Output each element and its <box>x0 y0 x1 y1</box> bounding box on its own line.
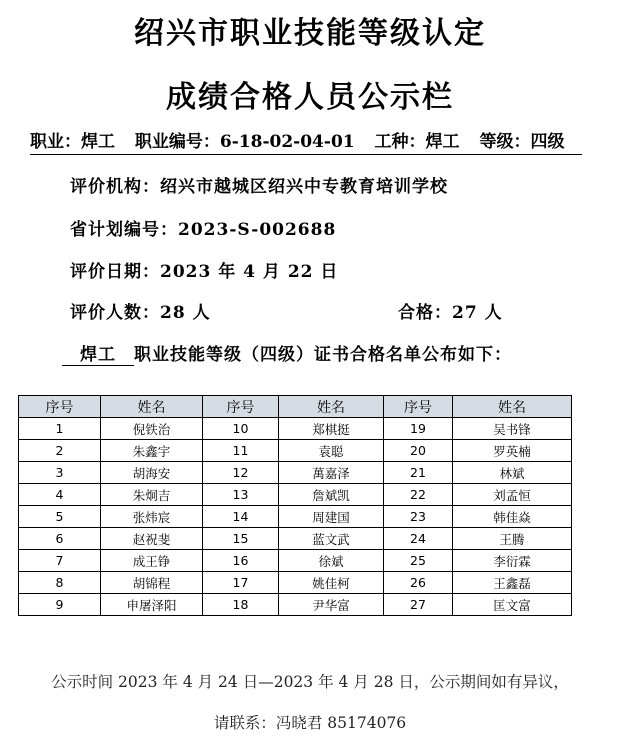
header-name: 姓名 <box>101 396 203 418</box>
announce-text: 职业技能等级（四级）证书合格名单公布如下： <box>134 345 512 365</box>
table-row <box>19 594 572 616</box>
occupation-code: 职业编号：6-18-02-04-01 <box>134 132 355 152</box>
cell-index: 16 <box>203 550 279 572</box>
cell-index: 27 <box>384 594 453 616</box>
announcement <box>62 340 512 366</box>
cell-name: 匡文富 <box>453 594 572 616</box>
header-name: 姓名 <box>453 396 572 418</box>
cell-name: 袁聪 <box>279 440 384 462</box>
table-row <box>19 550 572 572</box>
cell-index: 2 <box>19 440 101 462</box>
table-row <box>19 506 572 528</box>
cell-name: 郑棋挺 <box>279 418 384 440</box>
table-row <box>19 440 572 462</box>
cell-name: 朱炯吉 <box>101 484 203 506</box>
cell-name: 尹华富 <box>279 594 384 616</box>
passed-list-table <box>18 395 572 616</box>
cell-index: 15 <box>203 528 279 550</box>
cell-name: 申屠泽阳 <box>101 594 203 616</box>
cell-name: 蓝文武 <box>279 528 384 550</box>
cell-name: 林斌 <box>453 462 572 484</box>
table-row <box>19 462 572 484</box>
cell-name: 吴书锋 <box>453 418 572 440</box>
table-header <box>19 396 572 418</box>
cell-name: 王腾 <box>453 528 572 550</box>
level: 等级：四级 <box>479 132 565 152</box>
header-name: 姓名 <box>279 396 384 418</box>
cell-index: 18 <box>203 594 279 616</box>
cell-index: 7 <box>19 550 101 572</box>
table-row <box>19 418 572 440</box>
cell-name: 李衍霖 <box>453 550 572 572</box>
cell-index: 12 <box>203 462 279 484</box>
cell-name: 王鑫磊 <box>453 572 572 594</box>
institution: 评价机构：绍兴市越城区绍兴中专教育培训学校 <box>70 177 448 197</box>
cell-index: 11 <box>203 440 279 462</box>
cell-index: 6 <box>19 528 101 550</box>
cell-index: 10 <box>203 418 279 440</box>
cell-name: 徐斌 <box>279 550 384 572</box>
cell-index: 1 <box>19 418 101 440</box>
header-index: 序号 <box>203 396 279 418</box>
cell-name: 胡海安 <box>101 462 203 484</box>
cell-index: 25 <box>384 550 453 572</box>
cell-index: 9 <box>19 594 101 616</box>
announce-trade: 焊工 <box>62 340 134 366</box>
plan-number: 省计划编号：2023-S-002688 <box>70 220 337 240</box>
cell-name: 张炜宸 <box>101 506 203 528</box>
cell-name: 詹斌凯 <box>279 484 384 506</box>
cell-name: 成王铮 <box>101 550 203 572</box>
table-row <box>19 572 572 594</box>
header-index: 序号 <box>19 396 101 418</box>
table-row <box>19 484 572 506</box>
cell-index: 23 <box>384 506 453 528</box>
evaluated-count: 评价人数：28 人 <box>70 303 211 323</box>
notice-period: 公示时间 2023 年 4 月 24 日—2023 年 4 月 28 日，公示期间如有异议， <box>51 673 569 691</box>
occupation: 职业：焊工 <box>30 132 115 152</box>
cell-index: 17 <box>203 572 279 594</box>
cell-index: 24 <box>384 528 453 550</box>
cell-name: 赵祝斐 <box>101 528 203 550</box>
cell-index: 13 <box>203 484 279 506</box>
cell-index: 26 <box>384 572 453 594</box>
cell-index: 20 <box>384 440 453 462</box>
cell-index: 5 <box>19 506 101 528</box>
header-index: 序号 <box>384 396 453 418</box>
cell-index: 14 <box>203 506 279 528</box>
cell-index: 3 <box>19 462 101 484</box>
occupation-line <box>30 130 582 155</box>
table-row <box>19 528 572 550</box>
cell-name: 韩佳焱 <box>453 506 572 528</box>
cell-index: 8 <box>19 572 101 594</box>
page-subtitle: 成绩合格人员公示栏 <box>166 80 454 115</box>
cell-name: 罗英楠 <box>453 440 572 462</box>
cell-index: 21 <box>384 462 453 484</box>
cell-name: 周建国 <box>279 506 384 528</box>
cell-name: 倪铁治 <box>101 418 203 440</box>
cell-index: 22 <box>384 484 453 506</box>
passed-count: 合格：27 人 <box>398 303 503 323</box>
cell-index: 4 <box>19 484 101 506</box>
cell-name: 胡锦程 <box>101 572 203 594</box>
cell-name: 朱鑫宇 <box>101 440 203 462</box>
cell-name: 刘孟恒 <box>453 484 572 506</box>
cell-name: 姚佳柯 <box>279 572 384 594</box>
page-title: 绍兴市职业技能等级认定 <box>134 16 486 51</box>
trade: 工种：焊工 <box>374 132 460 152</box>
cell-index: 19 <box>384 418 453 440</box>
cell-name: 萬嘉泽 <box>279 462 384 484</box>
evaluation-date: 评价日期：2023 年 4 月 22 日 <box>70 262 339 282</box>
contact: 请联系：冯晓君 85174076 <box>213 714 407 732</box>
